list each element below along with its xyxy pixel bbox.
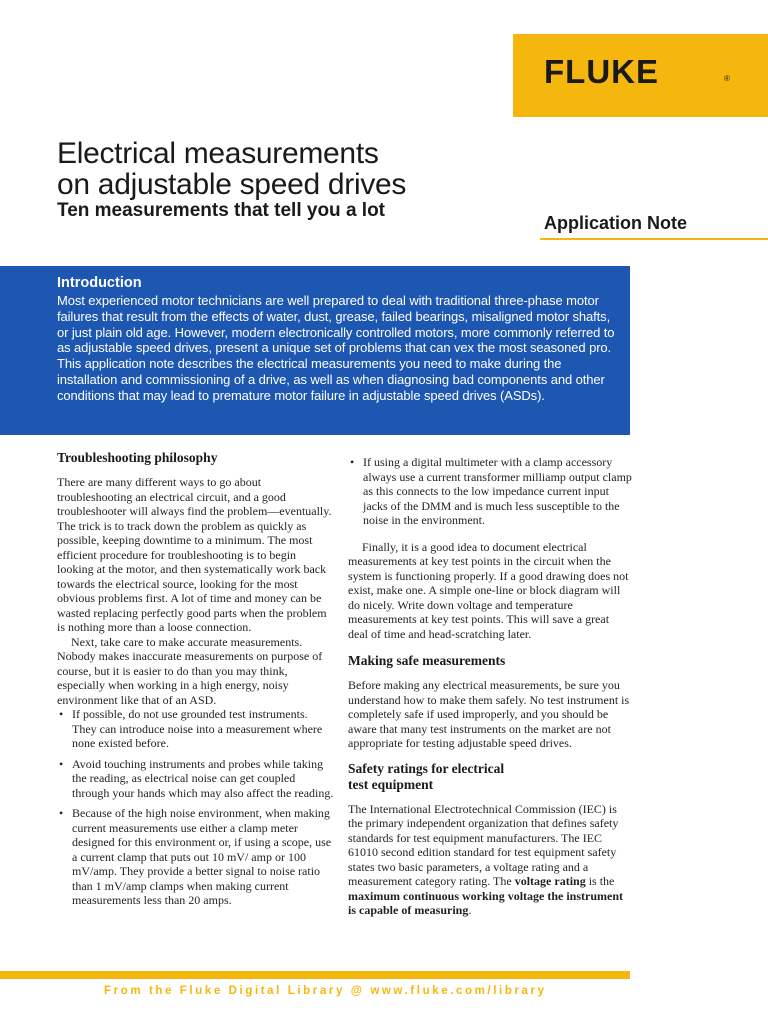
list-item: • Because of the high noise environment, when making current measurements use either a clamp meter designed for this environment or, if using a scope, use a current clamp that puts out 10 mV/ amp or 100 mV/amp. They provide a better signal to noise ratio than 1 mV/amp clamps when making current measurements less than 20 amps. [59, 806, 332, 907]
troubleshooting-paragraph-1: There are many different ways to go about troubleshooting an electrical circuit, and a good troubleshooter will always find the problem—eventually. The trick is to track down the problem as quickly as possible, keeping downtime to a minimum. The most efficient procedure for troubleshooting is to begin looking at the motor, and then systematically work back towards the electrical source, looking for the most obvious problems first. A lot of time and money can be wasted replacing perfectly good parts when the problem is nothing more than a loose connection. [57, 475, 332, 634]
footer-rule [0, 971, 630, 979]
bullet-glyph: • [59, 707, 64, 721]
bullet-glyph: • [350, 455, 355, 469]
bullet-glyph: • [59, 756, 64, 771]
document-title [57, 138, 406, 200]
voltage-rating-term: voltage rating [514, 874, 586, 888]
document-type-label: Application Note [544, 213, 687, 233]
safety-ratings-heading: Safety ratings for electrical test equipment [348, 760, 505, 792]
document-subtitle: Ten measurements that tell you a lot [57, 200, 386, 221]
list-item: • If possible, do not use grounded test instruments. They can introduce noise into a measurement where none existed before. [59, 707, 323, 750]
safe-measurements-heading: Making safe measurements [348, 653, 506, 668]
safe-measurements-paragraph: Before making any electrical measurements, be sure you understand how to make them safely. No test instrument is completely safe if used improperly, and you should be aware that many test instruments on the market are not appropriate for testing adjustable speed drives. [348, 678, 630, 750]
list-item: • Avoid touching instruments and probes while taking the reading, as electrical noise can get coupled through your hands which may also affect the reading. [59, 756, 334, 800]
troubleshooting-bullet-list [57, 707, 335, 908]
title-line-1: Electrical measurements [57, 137, 379, 170]
documentation-paragraph: Finally, it is a good idea to document electrical measurements at key test points in the circuit when the system is functioning properly. If a good drawing does not exist, make one. A simple one-line or block diagram will do nicely. Write down voltage and temperature measurements at key test points. This will save a great deal of time and head-scratching later. [348, 539, 629, 641]
right-column [348, 455, 632, 918]
troubleshooting-heading: Troubleshooting philosophy [57, 450, 218, 465]
voltage-rating-definition: maximum continuous working voltage the instrument is capable of measuring [348, 888, 624, 917]
title-line-2: on adjustable speed drives [57, 168, 407, 201]
header-rule [540, 238, 768, 240]
footer-library-link[interactable]: From the Fluke Digital Library @ www.fluke.com/library [104, 985, 547, 997]
troubleshooting-paragraph-2: Next, take care to make accurate measurements. Nobody makes inaccurate measurements on purpose of course, but it is easier to do than you may think, especially when working in a high energy, noisy environment like that of an ASD. [57, 634, 323, 707]
bullet-glyph: • [59, 806, 64, 820]
introduction-panel [0, 266, 630, 435]
safety-ratings-paragraph: The International Electrotechnical Commission (IEC) is the primary independent organization that defines safety standards for test equipment manufacturers. The IEC 61010 second edition standard for test equipment safety states two basic parameters, a voltage rating and a measurement category rating. The voltage rating is the maximum continuous working voltage the instrument is capable of measuring. [348, 801, 624, 917]
right-bullet-list [348, 455, 632, 528]
list-item: • If using a digital multimeter with a clamp accessory always use a current transformer milliamp output clamp as this connects to the low impedance current input jacks of the DMM and is much less susceptible to the noise in the environment. [350, 455, 632, 527]
registered-mark: ® [724, 74, 730, 83]
introduction-body: Most experienced motor technicians are well prepared to deal with traditional three-phase motor failures that result from the effects of water, dust, grease, failed bearings, misaligned motor shafts, or just plain old age. However, modern electronically controlled motors, more commonly referred to as adjustable speed drives, present a unique set of problems that can vex the most seasoned pro. This application note describes the electrical measurements you need to make during the installation and commissioning of a drive, as well as when diagnosing bad components and other conditions that may lead to premature motor failure in adjustable speed drives (ASDs). [57, 293, 615, 403]
left-column [57, 450, 335, 908]
introduction-heading: Introduction [57, 275, 142, 291]
fluke-logo: FLUKE [544, 53, 659, 90]
